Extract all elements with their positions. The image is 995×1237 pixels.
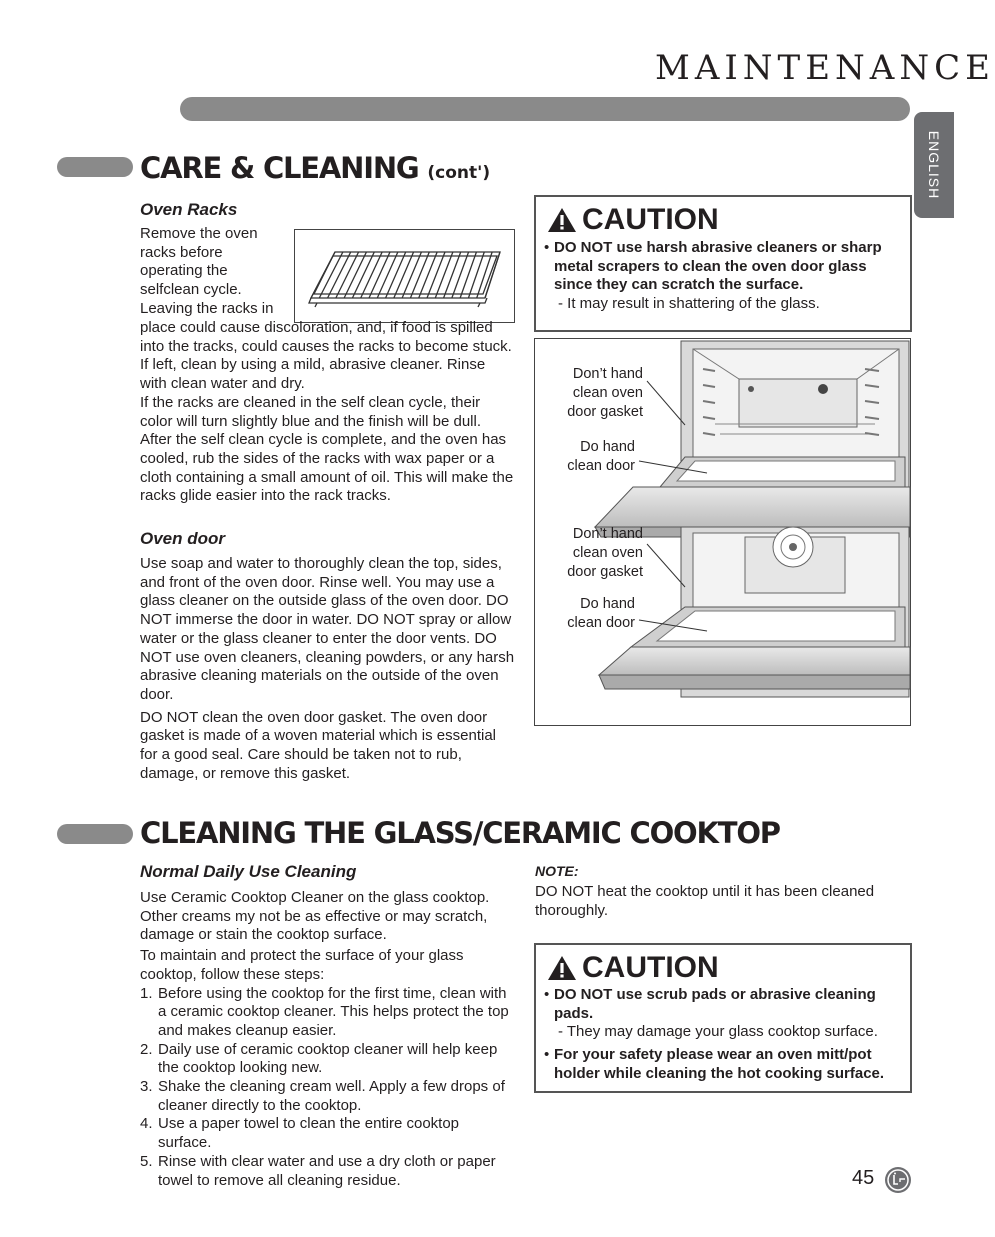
caution-heading: CAUTION <box>546 203 719 237</box>
label-upper-door: Do hand clean door <box>567 439 635 474</box>
caution-box-cooktop <box>534 943 912 1093</box>
wall-oven-illustration <box>534 338 911 726</box>
section-pill <box>57 157 133 177</box>
caution-bullet-sub: - They may damage your glass cooktop surface. <box>558 1023 878 1040</box>
note-text: DO NOT heat the cooktop until it has been cleaned thoroughly. <box>535 883 875 919</box>
caution-bullet-sub: - It may result in shattering of the glass. <box>558 294 820 312</box>
normal-use-body: Use Ceramic Cooktop Cleaner on the glass cooktop. Other creams my not be as effective or may scratch, damage or stain the cooktop surface. To maintain and protect the surface of your glass cooktop, follow these steps: 1. Before using the cooktop for the first time, clean with a ceramic cooktop cleaner. This helps protect the top and makes cleanup easier. 2. Daily use of ceramic cooktop cleaner will help keep the cooktop looking new. 3. Shake the cleaning cream well. Apply a few drops of cleaner directly to the cooktop. 4. Use a paper towel to clean the entire cooktop surface. 5. Rinse with clear water and use a dry cloth or paper towel to remove all cleaning residue. <box>140 889 515 1190</box>
care-cleaning-title-sub: (cont') <box>427 163 491 183</box>
oven-racks-wrap-text: Remove the oven racks before operating the selfclean cycle. Leaving the racks in <box>140 225 274 317</box>
cleaning-steps-list <box>140 985 515 1191</box>
caution-box-oven-glass <box>534 195 912 332</box>
lg-logo-icon <box>885 1167 911 1193</box>
caution-bullet: • DO NOT use harsh abrasive cleaners or sharp metal scrapers to clean the oven door glass since they can scratch the surface. - It may result in shattering of the glass. <box>544 239 900 313</box>
list-item: 3. Shake the cleaning cream well. Apply a few drops of cleaner directly to the cooktop. <box>140 1078 505 1114</box>
warning-icon <box>546 954 578 982</box>
language-tab-label: ENGLISH <box>926 130 942 200</box>
header-bar <box>180 97 910 121</box>
list-item: 1. Before using the cooktop for the first time, clean with a ceramic cooktop cleaner. This helps protect the top and makes cleanup easier. <box>140 984 509 1039</box>
oven-door-heading: Oven door <box>140 529 226 548</box>
page-number: 45 <box>852 1167 875 1189</box>
label-lower-door: Do hand clean door <box>567 596 635 631</box>
caution-bullet: • For your safety please wear an oven mitt/pot holder while cleaning the hot cooking surface. <box>544 1046 885 1082</box>
oven-racks-body: place could cause discoloration, and, if food is spilled into the tracks, could causes the racks to become stuck. If left, clean by using a mild, abrasive cleaner. Rinse with clean water and dry. If the racks are cleaned in the self clean cycle, their color will turn slightly blue and the finish will be dull. After the self clean cycle is complete, and the oven has cooled, rub the sides of the racks with wax paper or a cloth containing a small amount of oil. This will make the racks glide easier into the rack tracks. <box>140 319 514 505</box>
warning-icon <box>546 206 578 234</box>
caution-heading: CAUTION <box>546 951 719 985</box>
oven-door-body: Use soap and water to thoroughly clean the top, sides, and front of the oven door. Rinse well. You may use a glass cleaner on the outside glass of the oven door. DO NOT immerse the door in water. DO NOT spray or allow water or the glass cleaner to enter the door vents. DO NOT use oven cleaners, cleaning powders, or any harsh abrasive cleaning materials on the outside of the oven door. DO NOT clean the oven door gasket. The oven door gasket is made of a woven material which is essential for a good seal. Care should be taken not to rub, damage, or remove this gasket. <box>140 555 515 782</box>
caution-bullet: • DO NOT use scrub pads or abrasive cleaning pads. - They may damage your glass cooktop surface. <box>544 986 900 1042</box>
label-lower-gasket: Don’t hand clean oven door gasket <box>567 526 643 580</box>
list-item: 2. Daily use of ceramic cooktop cleaner will help keep the cooktop looking new. <box>140 1040 498 1077</box>
list-item: 5. Rinse with clear water and use a dry cloth or paper towel to remove all cleaning residue. <box>140 1152 496 1189</box>
oven-rack-illustration <box>294 229 515 323</box>
oven-rack-icon <box>295 230 514 322</box>
oven-racks-heading: Oven Racks <box>140 200 238 219</box>
note-label: NOTE: <box>535 863 579 879</box>
care-cleaning-title: CARE & CLEANING (cont') <box>140 151 491 185</box>
section-pill <box>57 824 133 844</box>
language-tab <box>914 112 954 218</box>
cooktop-section-title: CLEANING THE GLASS/CERAMIC COOKTOP <box>140 816 780 850</box>
list-item: 4. Use a paper towel to clean the entire cooktop surface. <box>140 1115 460 1152</box>
page-header-title: MAINTENANCE <box>655 48 995 88</box>
normal-use-heading: Normal Daily Use Cleaning <box>140 862 357 881</box>
label-upper-gasket: Don’t hand clean oven door gasket <box>567 366 643 420</box>
